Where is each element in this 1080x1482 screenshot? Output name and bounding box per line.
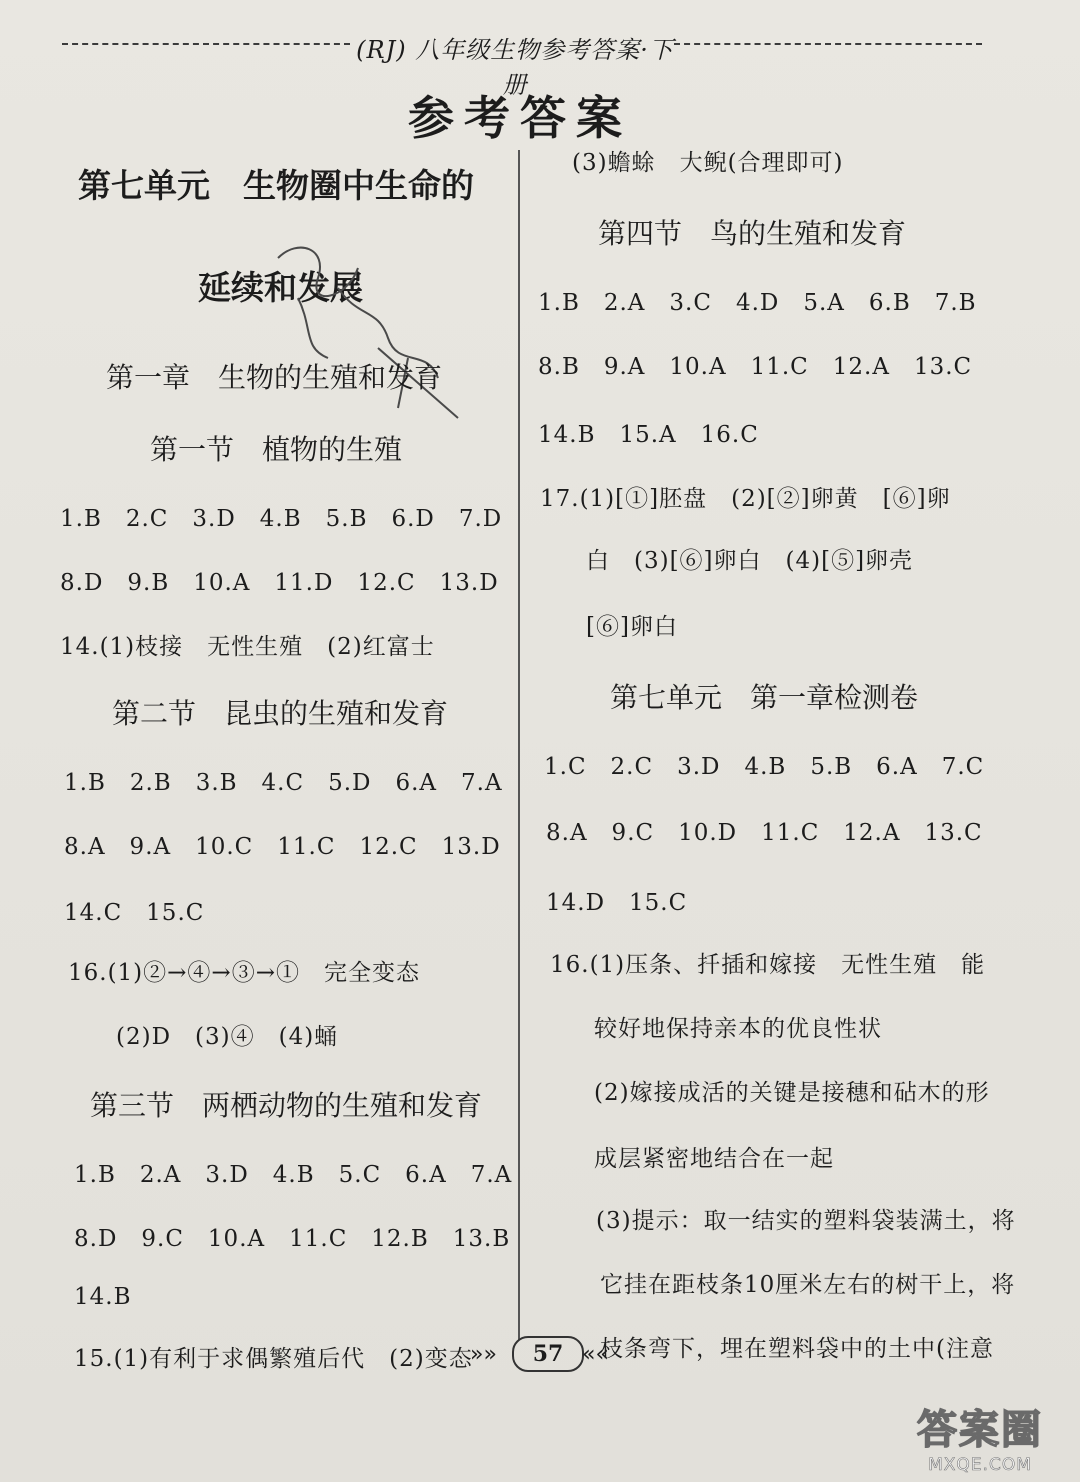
header-rule-right [674, 43, 982, 45]
column-divider [518, 150, 520, 1340]
section-2-answers-line: (2)D (3)④ (4)蛹 [116, 1024, 339, 1050]
section-4-answers-line: 8.B 9.A 10.A 11.C 12.A 13.C [538, 354, 973, 380]
chapter-test-answers-line: 它挂在距枝条10厘米左右的树干上，将 [600, 1272, 1016, 1298]
page-title: 参考答案 [408, 91, 632, 145]
section-1-answers-line: 14.(1)枝接 无性生殖 (2)红富士 [60, 634, 435, 660]
unit-title-line-2: 延续和发展 [198, 268, 363, 307]
chapter-test-answers-line: 16.(1)压条、扦插和嫁接 无性生殖 能 [550, 952, 986, 978]
section-3-answers-line: 15.(1)有利于求偶繁殖后代 (2)变态 [74, 1346, 473, 1372]
section-2-answers-line: 1.B 2.B 3.B 4.C 5.D 6.A 7.A [64, 770, 503, 796]
chapter-test-answers-line: 枝条弯下，埋在塑料袋中的土中(注意 [600, 1336, 994, 1362]
section-4-answers-line: 14.B 15.A 16.C [538, 422, 759, 448]
handwritten-scribble [258, 228, 498, 428]
section-3-answers-line: 1.B 2.A 3.D 4.B 5.C 6.A 7.A [74, 1162, 513, 1188]
section-2-answers-line: 8.A 9.A 10.C 11.C 12.C 13.D [64, 834, 501, 860]
chapter-test-answers-line: (3)提示：取一结实的塑料袋装满土，将 [596, 1208, 1016, 1234]
chapter-test-answers-line: 成层紧密地结合在一起 [594, 1146, 834, 1172]
section-4-answers-line: 白 (3)[⑥]卵白 (4)[⑤]卵壳 [586, 548, 914, 574]
page-number: 57 [512, 1336, 584, 1372]
chapter-test-answers-line: 14.D 15.C [546, 890, 688, 916]
section-4-answers-line: [⑥]卵白 [586, 614, 678, 640]
page-number-footer [470, 1336, 620, 1376]
chevrons-right-icon: »» [470, 1342, 497, 1367]
watermark-url: MXQE.COM [928, 1455, 1032, 1475]
section-3-title: 第三节 两栖动物的生殖和发育 [90, 1089, 483, 1122]
section-2-answers-line: 16.(1)②→④→③→① 完全变态 [68, 960, 420, 986]
section-2-title: 第二节 昆虫的生殖和发育 [112, 697, 449, 730]
watermark-logo-text: 答案圈 [917, 1407, 1043, 1453]
header-rule-left [62, 43, 350, 45]
section-1-answers-line: 1.B 2.C 3.D 4.B 5.B 6.D 7.D [60, 506, 503, 532]
section-4-answers-line: 1.B 2.A 3.C 4.D 5.A 6.B 7.B [538, 290, 977, 316]
section-1-title: 第一节 植物的生殖 [150, 433, 403, 466]
continued-answer-line: (3)蟾蜍 大鲵(合理即可) [572, 150, 844, 176]
chapter-title: 第一章 生物的生殖和发育 [106, 361, 443, 394]
section-3-answers-line: 14.B [74, 1284, 132, 1310]
section-3-answers-line: 8.D 9.C 10.A 11.C 12.B 13.B [74, 1226, 511, 1252]
site-watermark [890, 1398, 1070, 1478]
section-4-answers-line: 17.(1)[①]胚盘 (2)[②]卵黄 [⑥]卵 [540, 486, 951, 512]
chapter-test-title: 第七单元 第一章检测卷 [610, 681, 919, 714]
section-4-title: 第四节 鸟的生殖和发育 [598, 217, 907, 250]
chapter-test-answers-line: 8.A 9.C 10.D 11.C 12.A 13.C [546, 820, 983, 846]
chapter-test-answers-line: 较好地保持亲本的优良性状 [594, 1016, 882, 1042]
chapter-test-answers-line: 1.C 2.C 3.D 4.B 5.B 6.A 7.C [544, 754, 985, 780]
running-header: (RJ) 八年级生物参考答案·下册 [356, 36, 674, 99]
unit-title-line-1: 第七单元 生物圈中生命的 [78, 166, 474, 205]
section-1-answers-line: 8.D 9.B 10.A 11.D 12.C 13.D [60, 570, 499, 596]
chapter-test-answers-line: (2)嫁接成活的关键是接穗和砧木的形 [594, 1080, 990, 1106]
section-2-answers-line: 14.C 15.C [64, 900, 205, 926]
chevrons-left-icon: «« [582, 1342, 609, 1367]
